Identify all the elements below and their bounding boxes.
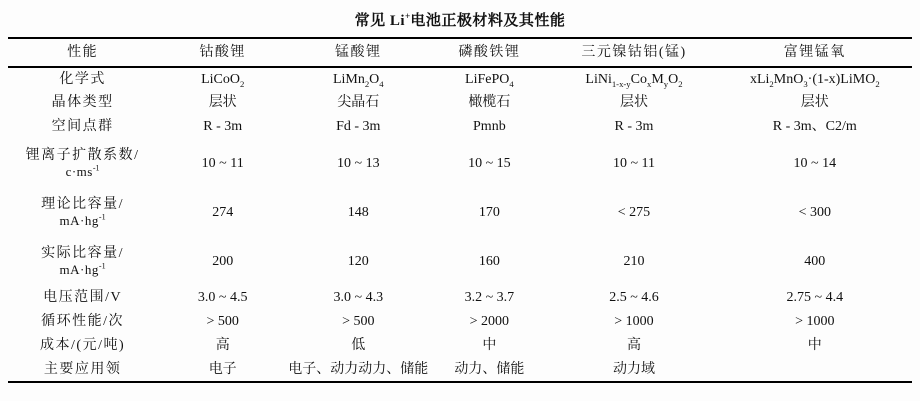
column-header-property: 性能 <box>8 38 157 67</box>
table-cell: > 1000 <box>795 314 835 330</box>
table-cell: 中 <box>807 338 822 354</box>
table-row-main-applications <box>8 358 912 382</box>
table-cell: 400 <box>804 253 826 269</box>
table-cell: 2.5 ~ 4.6 <box>609 290 659 306</box>
table-row-cycle-performance <box>8 310 912 334</box>
table-cell: $LiNi_{1-x-y}Co_xM_yO_2$ <box>585 71 683 89</box>
table-cell: 橄榄石 <box>468 95 511 111</box>
column-header-li-rich: 富锂锰氧 <box>718 38 912 67</box>
table-cell: 中 <box>482 338 497 354</box>
table-row-space-group <box>8 115 912 139</box>
table-cell: R - 3m、C2/m <box>772 119 857 135</box>
table-cell: LiCoO$_2$ <box>201 71 245 89</box>
table-cell: $LiMn_2O_4$ <box>332 71 384 89</box>
table-cell: 层状 <box>208 95 237 111</box>
table-cell: 10 ~ 11 <box>612 155 656 171</box>
table-row-chemical-formula <box>8 67 912 91</box>
row-label-text: 锂离子扩散系数/ <box>25 147 140 163</box>
table-cell: R - 3m <box>614 119 654 135</box>
row-label: 主要应用领 <box>43 361 122 377</box>
row-label <box>8 139 157 188</box>
table-cell: 高 <box>215 338 230 354</box>
column-header-lifepo4: 磷酸铁锂 <box>428 38 550 67</box>
row-label: 化学式 <box>59 71 106 87</box>
column-header-limn2o4: 锰酸锂 <box>288 38 428 67</box>
row-label: 空间点群 <box>51 119 114 135</box>
table-row-voltage-range <box>8 286 912 310</box>
table-row-cost <box>8 334 912 358</box>
table-row-actual-capacity <box>8 237 912 286</box>
table-cell: 尖晶石 <box>337 95 380 111</box>
table-header-row <box>8 38 912 67</box>
table-cell: 高 <box>626 338 641 354</box>
table-cell: 170 <box>478 204 500 220</box>
table-cell: 160 <box>478 253 500 269</box>
table-cell: 10 ~ 15 <box>468 155 511 171</box>
table-cell: 210 <box>623 253 645 269</box>
table-cell: 10 ~ 11 <box>201 155 244 171</box>
table-cell: 200 <box>212 253 234 269</box>
table-cell <box>718 358 912 382</box>
table-cell: 120 <box>347 253 369 269</box>
table-cell: 148 <box>347 204 369 220</box>
table-cell: 274 <box>212 204 234 220</box>
table-cell: 电子 <box>208 361 237 377</box>
table-cell: LiFePO$_4$ <box>465 71 514 89</box>
column-header-nca-ncm: 三元镍钴铝(锰) <box>550 38 717 67</box>
table-cell: Pmnb <box>473 119 506 135</box>
table-cell: 10 ~ 13 <box>337 155 380 171</box>
row-label-text: 实际比容量/ <box>41 245 125 261</box>
column-header-licoo2: 钴酸锂 <box>157 38 288 67</box>
row-label: 晶体类型 <box>51 95 114 111</box>
row-label-unit: $c\cdot ms^{-1}$ <box>65 163 100 180</box>
table-row-theoretical-capacity <box>8 188 912 237</box>
table-cell: 层状 <box>800 95 829 111</box>
table-cell: > 500 <box>342 314 375 330</box>
table-cell: 3.2 ~ 3.7 <box>464 290 515 306</box>
table-cell: > 500 <box>206 314 239 330</box>
table-cell: > 1000 <box>614 314 654 330</box>
row-label-unit: $mA\cdot hg^{-1}$ <box>59 212 106 229</box>
row-label: 循环性能/次 <box>41 314 125 330</box>
cathode-materials-table <box>8 37 912 383</box>
table-cell: R - 3m <box>203 119 243 135</box>
table-row-crystal-type <box>8 91 912 115</box>
table-cell: 10 ~ 14 <box>793 155 837 171</box>
table-row-diffusion-coefficient <box>8 139 912 188</box>
row-label-unit: $mA\cdot hg^{-1}$ <box>59 261 106 278</box>
table-cell: < 300 <box>798 204 831 220</box>
table-cell: 3.0 ~ 4.3 <box>333 290 384 306</box>
row-label <box>8 188 157 237</box>
table-cell: Fd - 3m <box>336 119 381 135</box>
row-label-text: 理论比容量/ <box>41 196 125 212</box>
row-label: 电压范围/V <box>43 290 123 306</box>
row-label <box>8 237 157 286</box>
table-cell: 动力域 <box>612 361 655 377</box>
table-cell: 动力、储能 <box>454 361 525 377</box>
table-cell: 层状 <box>619 95 648 111</box>
table-cell: 2.75 ~ 4.4 <box>786 290 844 306</box>
table-cell: xLi$_2$MnO$_3$·(1-x)LiMO$_2$ <box>749 71 880 89</box>
table-cell: 电子、动力动力、储能 <box>288 361 429 377</box>
table-cell: > 2000 <box>469 314 510 330</box>
table-cell: < 275 <box>617 204 651 220</box>
page-title: 常见 Li+电池正极材料及其性能 <box>354 12 566 29</box>
table-cell: 3.0 ~ 4.5 <box>197 290 248 306</box>
row-label: 成本/(元/吨) <box>40 338 126 354</box>
table-cell: 低 <box>351 338 366 354</box>
